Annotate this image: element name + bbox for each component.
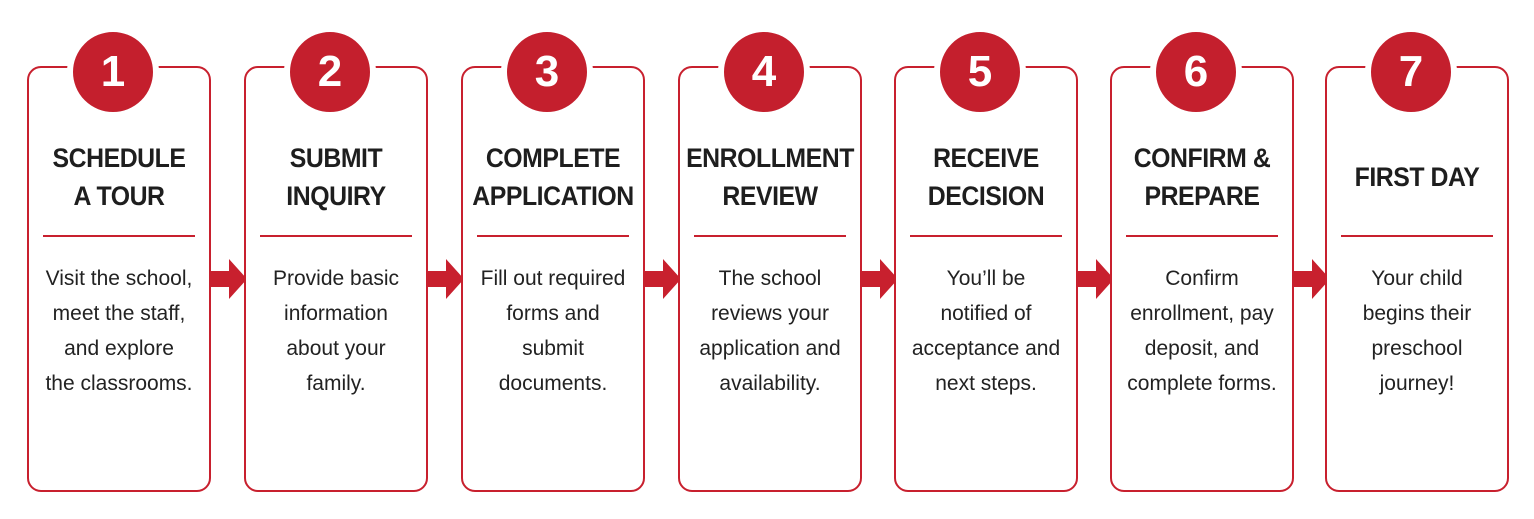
step-card-4 [678,47,862,492]
step-number: 6 [1183,47,1209,96]
step-number-badge [67,26,159,118]
step-card-5 [894,47,1078,492]
step-title: SCHEDULE A TOUR [52,143,186,211]
step-divider [910,235,1062,237]
step-divider [477,235,629,237]
step-description: You’ll be notified of acceptance and next steps. [911,267,1061,395]
step-number-badge [1150,26,1242,118]
step-divider [1341,235,1493,237]
step-number: 7 [1398,47,1424,96]
step-number: 1 [100,47,126,96]
step-description: Confirm enrollment, pay deposit, and complete forms. [1127,267,1277,395]
arrow-right-icon [860,257,898,301]
step-number: 2 [317,47,343,96]
step-card-6 [1110,47,1294,492]
step-description: Provide basic information about your family. [272,267,400,395]
step-number-badge [1365,26,1457,118]
arrow-right-icon [643,257,681,301]
step-divider [694,235,846,237]
step-number: 5 [967,47,993,96]
step-number-badge [934,26,1026,118]
step-divider [1126,235,1278,237]
step-description: Visit the school, meet the staff, and explore the classrooms. [45,267,193,395]
step-number-badge [718,26,810,118]
step-number: 3 [534,47,560,96]
step-title: FIRST DAY [1354,162,1480,192]
step-title: RECEIVE DECISION [927,143,1045,211]
arrow-right-icon [209,257,247,301]
step-card-1 [27,47,211,492]
step-description: The school reviews your application and availability. [699,267,841,395]
step-card-7 [1325,47,1509,492]
step-title: CONFIRM & PREPARE [1133,143,1271,211]
arrow-right-icon [426,257,464,301]
step-card-2 [244,47,428,492]
step-description: Your child begins their preschool journey! [1362,267,1472,395]
step-title: COMPLETE APPLICATION [472,143,634,211]
step-number: 4 [751,47,777,96]
step-divider [43,235,195,237]
step-divider [260,235,412,237]
step-number-badge [501,26,593,118]
arrow-right-icon [1076,257,1114,301]
step-title: SUBMIT INQUIRY [286,143,386,211]
step-card-3 [461,47,645,492]
step-title: ENROLLMENT REVIEW [686,143,854,211]
step-number-badge [284,26,376,118]
step-description: Fill out required forms and submit documents. [480,267,626,395]
